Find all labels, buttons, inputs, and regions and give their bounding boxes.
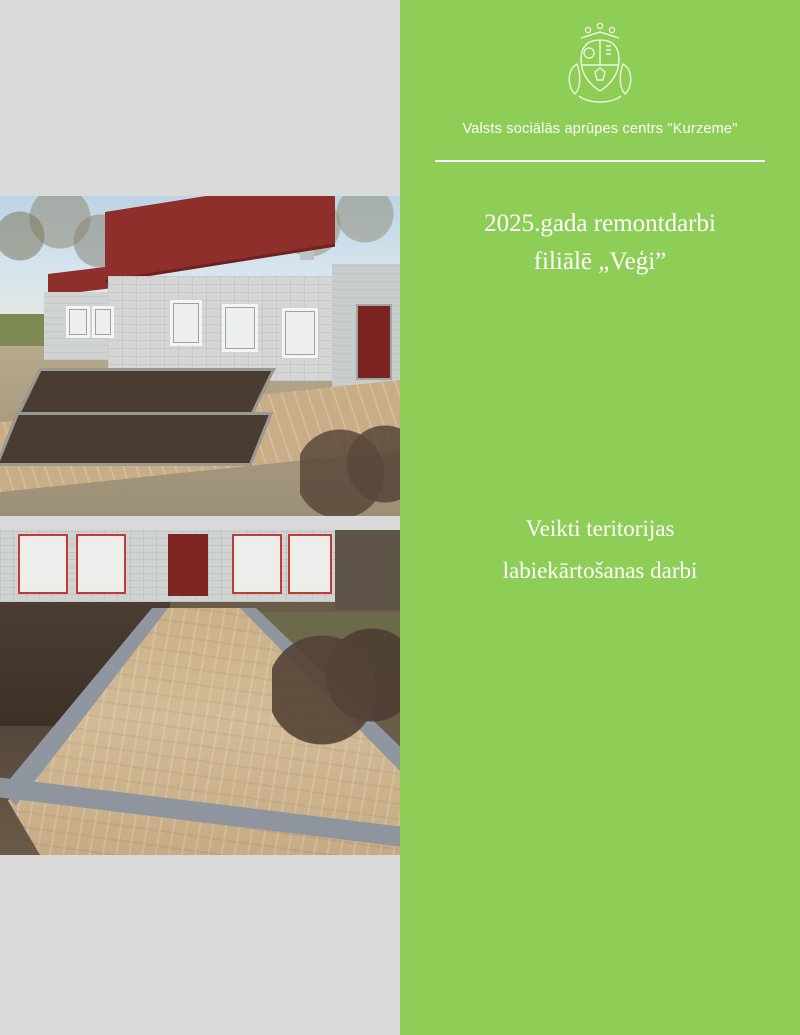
photo2-panel [76,534,126,594]
photo1-flowerbed [16,368,275,416]
photo2-entrance-door [168,534,208,596]
photo1-window [170,300,202,346]
photo-building-flowerbeds [0,196,400,516]
title-panel [400,0,800,1035]
page-title-line2: filiālē „Veģi” [533,248,667,275]
title-divider [435,160,765,162]
photo2-side-shadow [335,530,400,610]
photo2-panel [232,534,282,594]
page-title-line1: 2025.gada remontdarbi [484,210,716,237]
latvia-coat-of-arms-icon [559,18,641,110]
photo1-flowerbed [0,412,273,466]
organization-name: Valsts sociālās aprūpes centrs "Kurzeme" [462,121,738,137]
photo1-window [66,306,90,338]
photo1-window [282,308,318,358]
page-subtitle-line1: Veikti teritorijas [525,516,675,541]
photo2-bush [272,620,400,770]
page-subtitle-line2: labiekārtošanas darbi [502,558,698,583]
photo1-window [222,304,258,352]
photo-paved-walkway [0,530,400,855]
photo1-window [92,306,114,338]
photo1-bush [300,424,400,516]
photo2-panel [18,534,68,594]
photo1-entrance-door [356,304,392,380]
page-title [420,205,780,281]
photo2-panel [288,534,332,594]
page-subtitle [425,508,775,592]
